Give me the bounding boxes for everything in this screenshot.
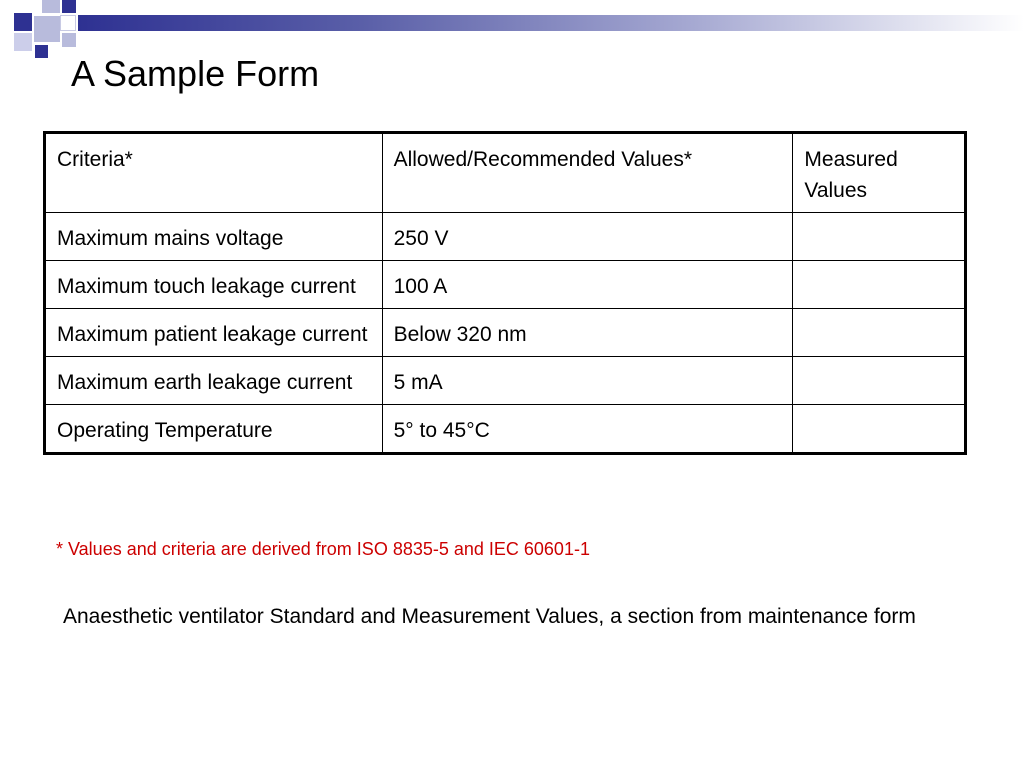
measurement-table	[43, 131, 967, 455]
decor-square	[60, 15, 76, 31]
decor-square	[14, 33, 32, 51]
table-row	[45, 405, 966, 454]
allowed-value-cell: 100 A	[382, 261, 793, 309]
decor-square	[62, 33, 76, 47]
table-footnote: * Values and criteria are derived from ISO 8835-5 and IEC 60601-1	[56, 539, 590, 559]
table-row	[45, 261, 966, 309]
measured-value-cell	[793, 405, 966, 454]
decor-square	[35, 45, 48, 58]
measured-value-cell	[793, 357, 966, 405]
criteria-cell: Maximum earth leakage current	[45, 357, 383, 405]
criteria-cell: Maximum touch leakage current	[45, 261, 383, 309]
allowed-value-cell: Below 320 nm	[382, 309, 793, 357]
allowed-value-cell: 5° to 45°C	[382, 405, 793, 454]
decor-square	[14, 13, 32, 31]
decor-square	[34, 16, 60, 42]
criteria-cell: Maximum patient leakage current	[45, 309, 383, 357]
measured-value-cell	[793, 261, 966, 309]
header-gradient-bar	[78, 15, 1024, 31]
header-cell-measured-values: Measured Values	[793, 133, 966, 213]
table-row	[45, 309, 966, 357]
allowed-value-cell: 5 mA	[382, 357, 793, 405]
criteria-cell: Maximum mains voltage	[45, 213, 383, 261]
decor-square	[42, 0, 60, 13]
measured-value-cell	[793, 309, 966, 357]
header-cell-criteria: Criteria*	[45, 133, 383, 213]
allowed-value-cell: 250 V	[382, 213, 793, 261]
decor-square	[62, 0, 76, 13]
slide-title: A Sample Form	[71, 53, 320, 94]
header-cell-allowed-values: Allowed/Recommended Values*	[382, 133, 793, 213]
slide-caption: Anaesthetic ventilator Standard and Measurement Values, a section from maintenance form	[63, 605, 916, 628]
table-header-row	[45, 133, 966, 213]
measured-value-cell	[793, 213, 966, 261]
table-row	[45, 213, 966, 261]
table-row	[45, 357, 966, 405]
criteria-cell: Operating Temperature	[45, 405, 383, 454]
